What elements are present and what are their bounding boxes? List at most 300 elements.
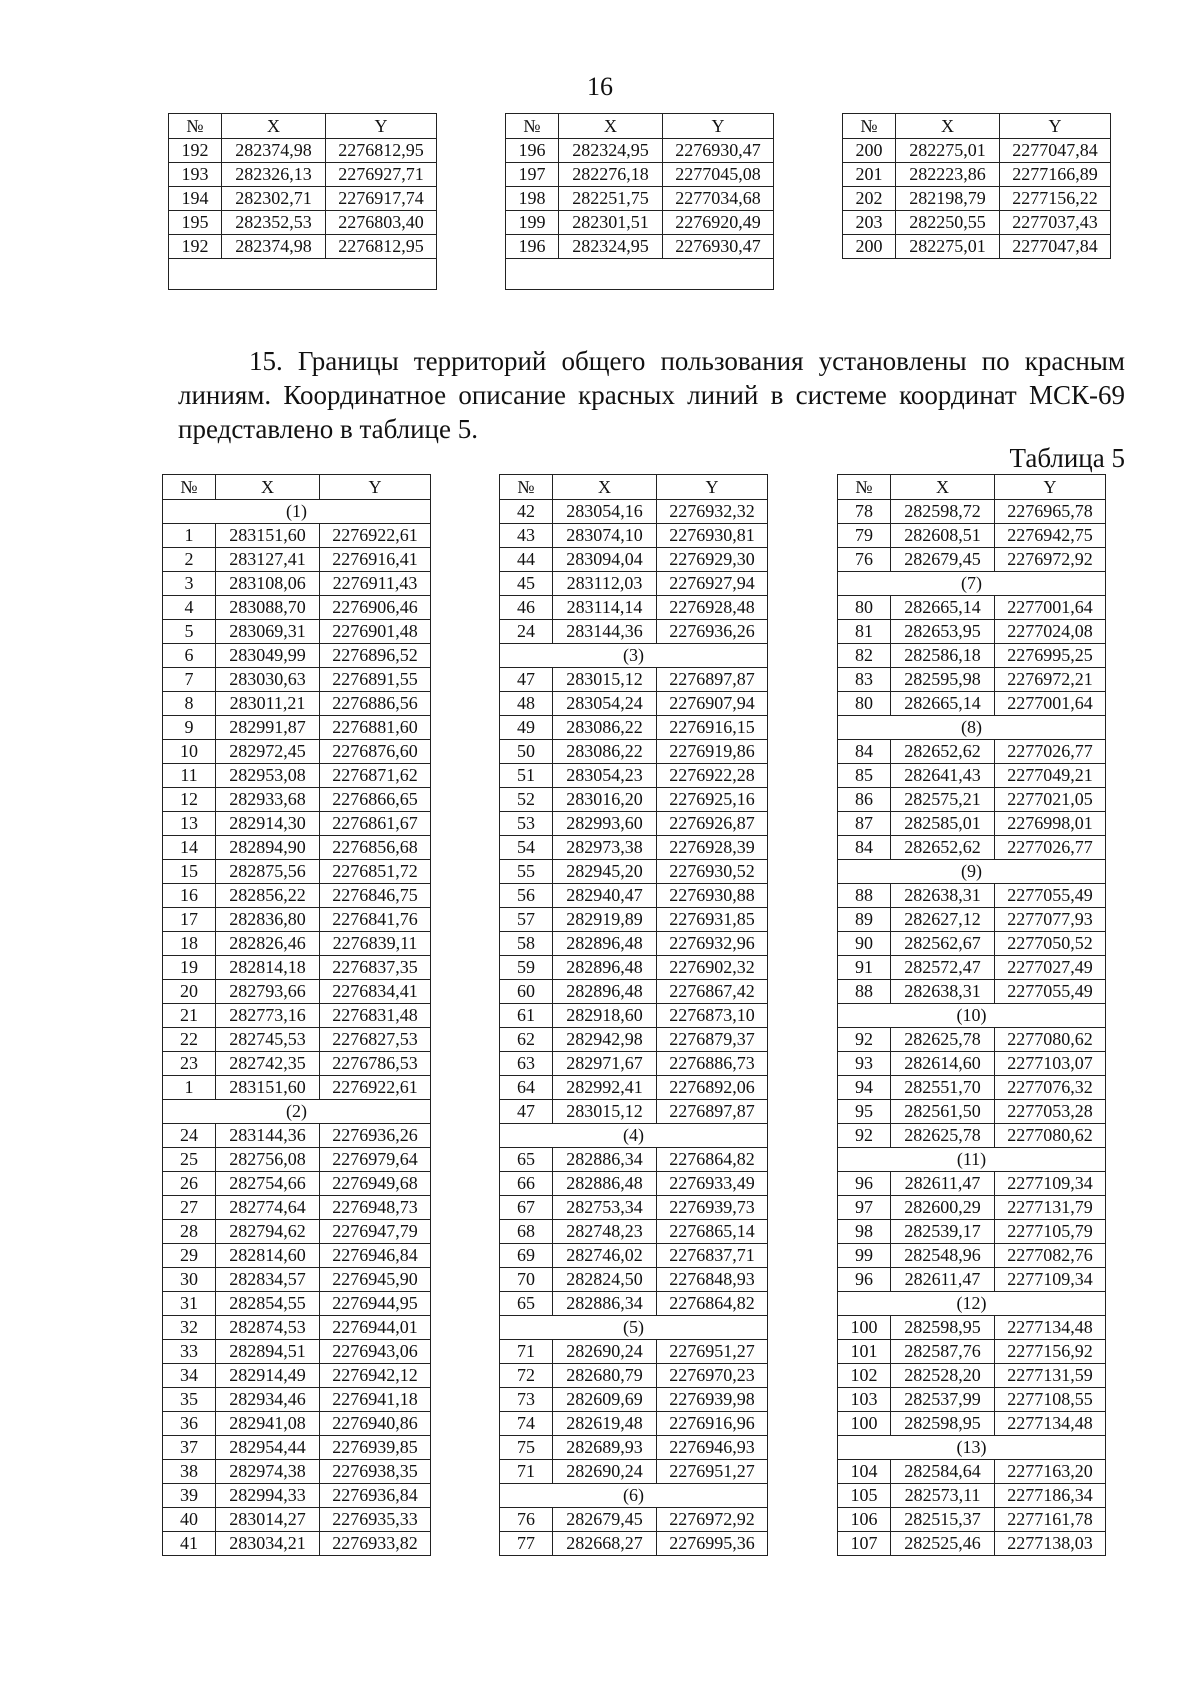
x-coordinate: 282914,49 bbox=[216, 1364, 320, 1388]
y-coordinate: 2276946,93 bbox=[657, 1436, 768, 1460]
section-row bbox=[500, 644, 768, 668]
header-num: № bbox=[169, 114, 222, 139]
table-row bbox=[500, 1028, 768, 1052]
y-coordinate: 2276939,85 bbox=[320, 1436, 431, 1460]
x-coordinate: 282638,31 bbox=[891, 980, 995, 1004]
point-number: 40 bbox=[163, 1508, 216, 1532]
header-num: № bbox=[500, 475, 553, 500]
y-coordinate: 2277131,59 bbox=[995, 1364, 1106, 1388]
header-x: X bbox=[553, 475, 657, 500]
section-label: (5) bbox=[500, 1316, 768, 1340]
table-row bbox=[500, 1388, 768, 1412]
point-number: 202 bbox=[843, 187, 896, 211]
table-row bbox=[169, 187, 437, 211]
point-number: 72 bbox=[500, 1364, 553, 1388]
x-coordinate: 282941,08 bbox=[216, 1412, 320, 1436]
x-coordinate: 282814,18 bbox=[216, 956, 320, 980]
point-number: 59 bbox=[500, 956, 553, 980]
point-number: 11 bbox=[163, 764, 216, 788]
section-label: (6) bbox=[500, 1484, 768, 1508]
x-coordinate: 282680,79 bbox=[553, 1364, 657, 1388]
x-coordinate: 282548,96 bbox=[891, 1244, 995, 1268]
point-number: 31 bbox=[163, 1292, 216, 1316]
table-row bbox=[500, 596, 768, 620]
x-coordinate: 282689,93 bbox=[553, 1436, 657, 1460]
point-number: 197 bbox=[506, 163, 559, 187]
table-row bbox=[163, 1268, 431, 1292]
y-coordinate: 2276916,96 bbox=[657, 1412, 768, 1436]
y-coordinate: 2276861,67 bbox=[320, 812, 431, 836]
x-coordinate: 282641,43 bbox=[891, 764, 995, 788]
x-coordinate: 282896,48 bbox=[553, 956, 657, 980]
point-number: 21 bbox=[163, 1004, 216, 1028]
table-row bbox=[838, 812, 1106, 836]
x-coordinate: 282953,08 bbox=[216, 764, 320, 788]
section-label: (4) bbox=[500, 1124, 768, 1148]
y-coordinate: 2276926,87 bbox=[657, 812, 768, 836]
table-row bbox=[500, 620, 768, 644]
x-coordinate: 282539,17 bbox=[891, 1220, 995, 1244]
point-number: 200 bbox=[843, 139, 896, 163]
point-number: 77 bbox=[500, 1532, 553, 1556]
table-row bbox=[838, 1460, 1106, 1484]
y-coordinate: 2276886,56 bbox=[320, 692, 431, 716]
x-coordinate: 282945,20 bbox=[553, 860, 657, 884]
y-coordinate: 2276896,52 bbox=[320, 644, 431, 668]
red-lines-table-column-2 bbox=[499, 474, 768, 1556]
table-row bbox=[838, 1052, 1106, 1076]
table-row bbox=[163, 764, 431, 788]
x-coordinate: 283014,27 bbox=[216, 1508, 320, 1532]
x-coordinate: 282973,38 bbox=[553, 836, 657, 860]
y-coordinate: 2277047,84 bbox=[1000, 235, 1111, 259]
table-row bbox=[163, 1364, 431, 1388]
x-coordinate: 282352,53 bbox=[222, 211, 326, 235]
table-row bbox=[500, 1148, 768, 1172]
x-coordinate: 282551,70 bbox=[891, 1076, 995, 1100]
table-row bbox=[500, 860, 768, 884]
y-coordinate: 2276936,84 bbox=[320, 1484, 431, 1508]
point-number: 22 bbox=[163, 1028, 216, 1052]
section-label: (2) bbox=[163, 1100, 431, 1124]
point-number: 87 bbox=[838, 812, 891, 836]
table-row bbox=[506, 211, 774, 235]
point-number: 26 bbox=[163, 1172, 216, 1196]
y-coordinate: 2276931,85 bbox=[657, 908, 768, 932]
table-row bbox=[163, 716, 431, 740]
y-coordinate: 2276841,76 bbox=[320, 908, 431, 932]
y-coordinate: 2276803,40 bbox=[326, 211, 437, 235]
y-coordinate: 2276932,32 bbox=[657, 500, 768, 524]
x-coordinate: 282665,14 bbox=[891, 692, 995, 716]
y-coordinate: 2276922,61 bbox=[320, 1076, 431, 1100]
x-coordinate: 282585,01 bbox=[891, 812, 995, 836]
table-row bbox=[163, 1028, 431, 1052]
point-number: 193 bbox=[169, 163, 222, 187]
point-number: 32 bbox=[163, 1316, 216, 1340]
x-coordinate: 283011,21 bbox=[216, 692, 320, 716]
x-coordinate: 282934,46 bbox=[216, 1388, 320, 1412]
y-coordinate: 2277077,93 bbox=[995, 908, 1106, 932]
table-row bbox=[838, 524, 1106, 548]
y-coordinate: 2276951,27 bbox=[657, 1460, 768, 1484]
point-number: 201 bbox=[843, 163, 896, 187]
table-row bbox=[500, 836, 768, 860]
y-coordinate: 2277001,64 bbox=[995, 596, 1106, 620]
x-coordinate: 282991,87 bbox=[216, 716, 320, 740]
empty-row bbox=[169, 259, 437, 290]
point-number: 60 bbox=[500, 980, 553, 1004]
table-row bbox=[838, 668, 1106, 692]
header-y: Y bbox=[995, 475, 1106, 500]
y-coordinate: 2276919,86 bbox=[657, 740, 768, 764]
point-number: 71 bbox=[500, 1340, 553, 1364]
y-coordinate: 2276944,95 bbox=[320, 1292, 431, 1316]
x-coordinate: 282942,98 bbox=[553, 1028, 657, 1052]
header-y: Y bbox=[326, 114, 437, 139]
table-row bbox=[500, 764, 768, 788]
y-coordinate: 2276979,64 bbox=[320, 1148, 431, 1172]
table-row bbox=[500, 932, 768, 956]
point-number: 35 bbox=[163, 1388, 216, 1412]
section-label: (1) bbox=[163, 500, 431, 524]
table-row bbox=[843, 187, 1111, 211]
point-number: 82 bbox=[838, 644, 891, 668]
table-row bbox=[838, 1532, 1106, 1556]
point-number: 92 bbox=[838, 1028, 891, 1052]
point-number: 23 bbox=[163, 1052, 216, 1076]
x-coordinate: 282793,66 bbox=[216, 980, 320, 1004]
x-coordinate: 282994,33 bbox=[216, 1484, 320, 1508]
table-row bbox=[838, 1028, 1106, 1052]
point-number: 93 bbox=[838, 1052, 891, 1076]
y-coordinate: 2276848,93 bbox=[657, 1268, 768, 1292]
y-coordinate: 2277027,49 bbox=[995, 956, 1106, 980]
y-coordinate: 2276933,49 bbox=[657, 1172, 768, 1196]
x-coordinate: 283151,60 bbox=[216, 524, 320, 548]
table-row bbox=[500, 1292, 768, 1316]
empty-cell bbox=[169, 259, 437, 290]
y-coordinate: 2276943,06 bbox=[320, 1340, 431, 1364]
point-number: 37 bbox=[163, 1436, 216, 1460]
point-number: 36 bbox=[163, 1412, 216, 1436]
x-coordinate: 282794,62 bbox=[216, 1220, 320, 1244]
y-coordinate: 2276930,88 bbox=[657, 884, 768, 908]
point-number: 15 bbox=[163, 860, 216, 884]
point-number: 194 bbox=[169, 187, 222, 211]
y-coordinate: 2277166,89 bbox=[1000, 163, 1111, 187]
x-coordinate: 283112,03 bbox=[553, 572, 657, 596]
point-number: 84 bbox=[838, 740, 891, 764]
x-coordinate: 282992,41 bbox=[553, 1076, 657, 1100]
point-number: 195 bbox=[169, 211, 222, 235]
point-number: 16 bbox=[163, 884, 216, 908]
table-row bbox=[500, 1364, 768, 1388]
x-coordinate: 282679,45 bbox=[891, 548, 995, 572]
table-row bbox=[500, 1100, 768, 1124]
y-coordinate: 2276925,16 bbox=[657, 788, 768, 812]
table-row bbox=[838, 1484, 1106, 1508]
table-row bbox=[500, 548, 768, 572]
header-y: Y bbox=[1000, 114, 1111, 139]
x-coordinate: 282914,30 bbox=[216, 812, 320, 836]
table-row bbox=[843, 211, 1111, 235]
x-coordinate: 282754,66 bbox=[216, 1172, 320, 1196]
y-coordinate: 2276970,23 bbox=[657, 1364, 768, 1388]
point-number: 65 bbox=[500, 1292, 553, 1316]
table-row bbox=[163, 1508, 431, 1532]
table-row bbox=[838, 620, 1106, 644]
point-number: 97 bbox=[838, 1196, 891, 1220]
point-number: 54 bbox=[500, 836, 553, 860]
x-coordinate: 283015,12 bbox=[553, 1100, 657, 1124]
y-coordinate: 2276867,42 bbox=[657, 980, 768, 1004]
table-row bbox=[500, 1172, 768, 1196]
y-coordinate: 2276939,73 bbox=[657, 1196, 768, 1220]
x-coordinate: 282896,48 bbox=[553, 980, 657, 1004]
table-row bbox=[163, 1532, 431, 1556]
table-row bbox=[163, 860, 431, 884]
y-coordinate: 2277080,62 bbox=[995, 1124, 1106, 1148]
point-number: 198 bbox=[506, 187, 559, 211]
x-coordinate: 283054,16 bbox=[553, 500, 657, 524]
point-number: 106 bbox=[838, 1508, 891, 1532]
point-number: 84 bbox=[838, 836, 891, 860]
x-coordinate: 282614,60 bbox=[891, 1052, 995, 1076]
table-row bbox=[163, 692, 431, 716]
x-coordinate: 282886,34 bbox=[553, 1292, 657, 1316]
point-number: 24 bbox=[163, 1124, 216, 1148]
y-coordinate: 2276916,15 bbox=[657, 716, 768, 740]
point-number: 7 bbox=[163, 668, 216, 692]
table-row bbox=[838, 1220, 1106, 1244]
y-coordinate: 2276916,41 bbox=[320, 548, 431, 572]
red-lines-table-column-1 bbox=[162, 474, 431, 1556]
table-row bbox=[838, 500, 1106, 524]
table-row bbox=[838, 1244, 1106, 1268]
x-coordinate: 282611,47 bbox=[891, 1172, 995, 1196]
y-coordinate: 2277082,76 bbox=[995, 1244, 1106, 1268]
table-row bbox=[163, 1148, 431, 1172]
y-coordinate: 2276942,12 bbox=[320, 1364, 431, 1388]
y-coordinate: 2276965,78 bbox=[995, 500, 1106, 524]
table-row bbox=[500, 1004, 768, 1028]
table-row bbox=[163, 620, 431, 644]
y-coordinate: 2276932,96 bbox=[657, 932, 768, 956]
x-coordinate: 282652,62 bbox=[891, 836, 995, 860]
point-number: 61 bbox=[500, 1004, 553, 1028]
header-num: № bbox=[838, 475, 891, 500]
x-coordinate: 282301,51 bbox=[559, 211, 663, 235]
x-coordinate: 282584,64 bbox=[891, 1460, 995, 1484]
x-coordinate: 282562,67 bbox=[891, 932, 995, 956]
point-number: 69 bbox=[500, 1244, 553, 1268]
point-number: 29 bbox=[163, 1244, 216, 1268]
y-coordinate: 2276935,33 bbox=[320, 1508, 431, 1532]
y-coordinate: 2276928,39 bbox=[657, 836, 768, 860]
table-row bbox=[163, 1292, 431, 1316]
x-coordinate: 283151,60 bbox=[216, 1076, 320, 1100]
y-coordinate: 2276839,11 bbox=[320, 932, 431, 956]
point-number: 62 bbox=[500, 1028, 553, 1052]
y-coordinate: 2276837,35 bbox=[320, 956, 431, 980]
table-row bbox=[163, 1484, 431, 1508]
section-15-paragraph bbox=[178, 344, 1125, 446]
point-number: 94 bbox=[838, 1076, 891, 1100]
point-number: 100 bbox=[838, 1316, 891, 1340]
point-number: 100 bbox=[838, 1412, 891, 1436]
x-coordinate: 282918,60 bbox=[553, 1004, 657, 1028]
table-row bbox=[163, 956, 431, 980]
header-x: X bbox=[216, 475, 320, 500]
y-coordinate: 2276930,47 bbox=[663, 235, 774, 259]
table-row bbox=[838, 644, 1106, 668]
point-number: 3 bbox=[163, 572, 216, 596]
point-number: 80 bbox=[838, 692, 891, 716]
y-coordinate: 2276933,82 bbox=[320, 1532, 431, 1556]
x-coordinate: 282690,24 bbox=[553, 1460, 657, 1484]
header-num: № bbox=[506, 114, 559, 139]
table-row bbox=[163, 1412, 431, 1436]
table-row bbox=[838, 1076, 1106, 1100]
y-coordinate: 2277156,22 bbox=[1000, 187, 1111, 211]
y-coordinate: 2276911,43 bbox=[320, 572, 431, 596]
header-row bbox=[163, 475, 431, 500]
table-row bbox=[163, 596, 431, 620]
table-row bbox=[838, 1340, 1106, 1364]
header-x: X bbox=[559, 114, 663, 139]
point-number: 58 bbox=[500, 932, 553, 956]
y-coordinate: 2277049,21 bbox=[995, 764, 1106, 788]
section-label: (8) bbox=[838, 716, 1106, 740]
point-number: 19 bbox=[163, 956, 216, 980]
point-number: 14 bbox=[163, 836, 216, 860]
x-coordinate: 282609,69 bbox=[553, 1388, 657, 1412]
x-coordinate: 282595,98 bbox=[891, 668, 995, 692]
header-row bbox=[500, 475, 768, 500]
point-number: 95 bbox=[838, 1100, 891, 1124]
point-number: 51 bbox=[500, 764, 553, 788]
x-coordinate: 283069,31 bbox=[216, 620, 320, 644]
x-coordinate: 282834,57 bbox=[216, 1268, 320, 1292]
x-coordinate: 282896,48 bbox=[553, 932, 657, 956]
point-number: 55 bbox=[500, 860, 553, 884]
section-row bbox=[500, 1484, 768, 1508]
point-number: 88 bbox=[838, 884, 891, 908]
x-coordinate: 282575,21 bbox=[891, 788, 995, 812]
x-coordinate: 282773,16 bbox=[216, 1004, 320, 1028]
table-row bbox=[500, 1220, 768, 1244]
x-coordinate: 282326,13 bbox=[222, 163, 326, 187]
point-number: 1 bbox=[163, 1076, 216, 1100]
y-coordinate: 2277024,08 bbox=[995, 620, 1106, 644]
point-number: 79 bbox=[838, 524, 891, 548]
point-number: 20 bbox=[163, 980, 216, 1004]
x-coordinate: 282875,56 bbox=[216, 860, 320, 884]
table-row bbox=[163, 836, 431, 860]
y-coordinate: 2276856,68 bbox=[320, 836, 431, 860]
point-number: 98 bbox=[838, 1220, 891, 1244]
point-number: 83 bbox=[838, 668, 891, 692]
x-coordinate: 283015,12 bbox=[553, 668, 657, 692]
table-row bbox=[163, 1076, 431, 1100]
point-number: 9 bbox=[163, 716, 216, 740]
table-row bbox=[506, 187, 774, 211]
point-number: 86 bbox=[838, 788, 891, 812]
point-number: 96 bbox=[838, 1172, 891, 1196]
point-number: 103 bbox=[838, 1388, 891, 1412]
y-coordinate: 2277037,43 bbox=[1000, 211, 1111, 235]
x-coordinate: 282954,44 bbox=[216, 1436, 320, 1460]
table-row bbox=[838, 1196, 1106, 1220]
table-row bbox=[500, 1436, 768, 1460]
y-coordinate: 2276946,84 bbox=[320, 1244, 431, 1268]
y-coordinate: 2276936,26 bbox=[657, 620, 768, 644]
x-coordinate: 282625,78 bbox=[891, 1124, 995, 1148]
y-coordinate: 2276995,36 bbox=[657, 1532, 768, 1556]
table-row bbox=[838, 596, 1106, 620]
point-number: 24 bbox=[500, 620, 553, 644]
y-coordinate: 2276917,74 bbox=[326, 187, 437, 211]
table-row bbox=[838, 836, 1106, 860]
table-row bbox=[163, 740, 431, 764]
point-number: 76 bbox=[500, 1508, 553, 1532]
point-number: 49 bbox=[500, 716, 553, 740]
table-row bbox=[500, 1196, 768, 1220]
table-row bbox=[500, 692, 768, 716]
x-coordinate: 282824,50 bbox=[553, 1268, 657, 1292]
point-number: 73 bbox=[500, 1388, 553, 1412]
table-row bbox=[163, 1340, 431, 1364]
x-coordinate: 282276,18 bbox=[559, 163, 663, 187]
x-coordinate: 282971,67 bbox=[553, 1052, 657, 1076]
y-coordinate: 2276972,92 bbox=[995, 548, 1106, 572]
table-row bbox=[838, 932, 1106, 956]
x-coordinate: 282886,34 bbox=[553, 1148, 657, 1172]
x-coordinate: 282679,45 bbox=[553, 1508, 657, 1532]
section-row bbox=[163, 1100, 431, 1124]
point-number: 56 bbox=[500, 884, 553, 908]
table-row bbox=[500, 980, 768, 1004]
point-number: 88 bbox=[838, 980, 891, 1004]
x-coordinate: 283094,04 bbox=[553, 548, 657, 572]
point-number: 5 bbox=[163, 620, 216, 644]
y-coordinate: 2277131,79 bbox=[995, 1196, 1106, 1220]
coordinates-table-top-2 bbox=[505, 113, 774, 290]
point-number: 53 bbox=[500, 812, 553, 836]
table-row bbox=[163, 1196, 431, 1220]
section-row bbox=[838, 572, 1106, 596]
point-number: 10 bbox=[163, 740, 216, 764]
x-coordinate: 282374,98 bbox=[222, 235, 326, 259]
y-coordinate: 2277156,92 bbox=[995, 1340, 1106, 1364]
x-coordinate: 283114,14 bbox=[553, 596, 657, 620]
table-row bbox=[163, 884, 431, 908]
table-row bbox=[500, 524, 768, 548]
point-number: 85 bbox=[838, 764, 891, 788]
x-coordinate: 283086,22 bbox=[553, 716, 657, 740]
x-coordinate: 282587,76 bbox=[891, 1340, 995, 1364]
x-coordinate: 282753,34 bbox=[553, 1196, 657, 1220]
y-coordinate: 2276922,28 bbox=[657, 764, 768, 788]
x-coordinate: 283127,41 bbox=[216, 548, 320, 572]
point-number: 74 bbox=[500, 1412, 553, 1436]
table-row bbox=[500, 1340, 768, 1364]
y-coordinate: 2276827,53 bbox=[320, 1028, 431, 1052]
table-row bbox=[838, 956, 1106, 980]
point-number: 39 bbox=[163, 1484, 216, 1508]
table-row bbox=[163, 524, 431, 548]
